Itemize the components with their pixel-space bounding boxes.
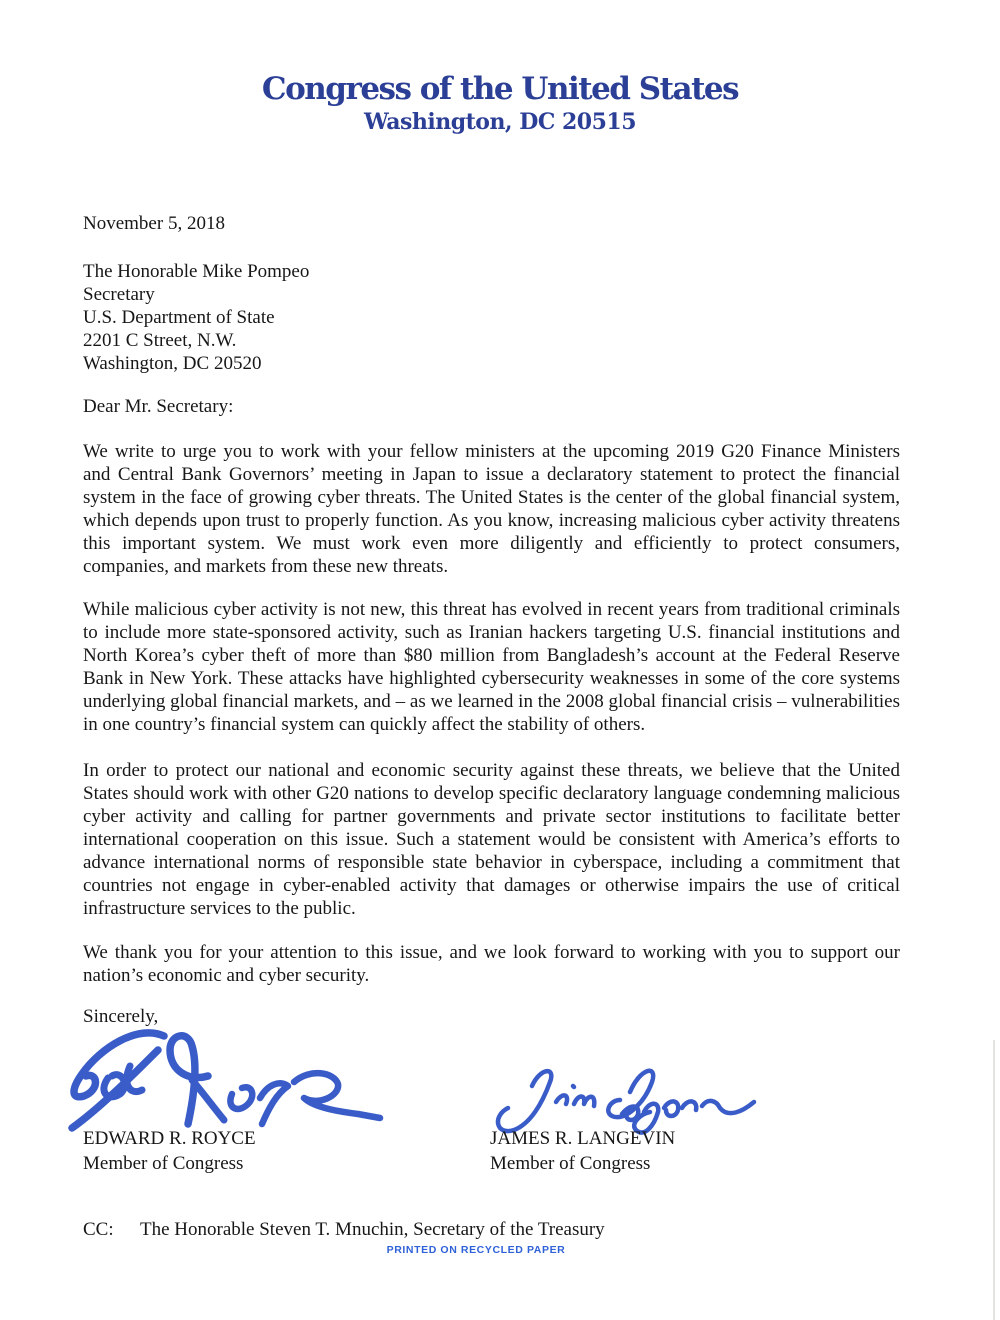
letterhead <box>0 72 1000 135</box>
body-line: North Korea’s cyber theft of more than $80 million from Bangladesh’s account at the Federal Reserve <box>83 645 900 666</box>
recipient-address <box>83 260 900 375</box>
cc-text: The Honorable Steven T. Mnuchin, Secretary of the Treasury <box>140 1219 605 1240</box>
body-paragraph <box>83 440 900 578</box>
body-line: We write to urge you to work with your fellow ministers at the upcoming 2019 G20 Finance Ministers <box>83 441 900 462</box>
body-paragraph <box>83 598 900 736</box>
body-paragraph <box>83 759 900 920</box>
body-line: advance international norms of responsible state behavior in cyberspace, including a commitment that <box>83 852 900 873</box>
body-line: underlying global financial markets, and – as we learned in the 2008 global financial crisis – vulnerabilities <box>83 691 900 712</box>
signer-title: Member of Congress <box>490 1153 651 1174</box>
body-line: and Central Bank Governors’ meeting in Japan to issue a declaratory statement to protect the financial <box>83 464 900 485</box>
body-line: Bank in New York. These attacks have highlighted cybersecurity weaknesses in some of the core systems <box>83 668 900 689</box>
edward-royce-signature <box>42 1018 387 1136</box>
body-line: cyber activity and calling for partner governments and private sector institutions to facilitate better <box>83 806 900 827</box>
salutation: Dear Mr. Secretary: <box>83 396 234 417</box>
body-line: this important system. We must work even more diligently and efficiently to protect consumers, <box>83 533 900 554</box>
closing: Sincerely, <box>83 1006 159 1027</box>
scan-edge-artifact <box>993 1040 995 1320</box>
signer-name: JAMES R. LANGEVIN <box>490 1128 676 1149</box>
body-line: which depends upon trust to properly function. As you know, increasing malicious cyber activity threatens <box>83 510 900 531</box>
body-line: In order to protect our national and economic security against these threats, we believe that the United <box>83 760 900 781</box>
recipient-address-line: Washington, DC 20520 <box>83 353 262 374</box>
cc-label: CC: <box>83 1219 114 1240</box>
signer-title: Member of Congress <box>83 1153 244 1174</box>
letterhead-subtitle: Washington, DC 20515 <box>363 109 637 135</box>
signer-name: EDWARD R. ROYCE <box>83 1128 256 1149</box>
recipient-address-line: Secretary <box>83 284 155 305</box>
body-line: companies, and markets from these new threats. <box>83 556 449 577</box>
letter-date: November 5, 2018 <box>83 213 225 234</box>
body-line: to include more state-sponsored activity, such as Iranian hackers targeting U.S. financial institutions and <box>83 622 900 643</box>
body-line: infrastructure services to the public. <box>83 898 356 919</box>
body-line: international cooperation on this issue. Such a statement would be consistent with America’s efforts to <box>83 829 900 850</box>
letterhead-title: Congress of the United States <box>261 71 739 107</box>
body-line: system in the face of growing cyber threats. The United States is the center of the global financial system, <box>83 487 900 508</box>
body-line: States should work with other G20 nations to develop specific declaratory language condemning malicious <box>83 783 900 804</box>
cc-line <box>83 1218 900 1241</box>
recipient-address-line: The Honorable Mike Pompeo <box>83 261 310 282</box>
body-line: in one country’s financial system can quickly affect the stability of others. <box>83 714 646 735</box>
recipient-address-line: U.S. Department of State <box>83 307 275 328</box>
body-line: nation’s economic and cyber security. <box>83 965 370 986</box>
body-paragraph <box>83 941 900 987</box>
body-line: countries not engage in cyber-enabled activity that damages or otherwise impairs the use of critical <box>83 875 900 896</box>
body-line: While malicious cyber activity is not new, this threat has evolved in recent years from traditional criminals <box>83 599 900 620</box>
recycled-paper-note: PRINTED ON RECYCLED PAPER <box>386 1244 566 1256</box>
recipient-address-line: 2201 C Street, N.W. <box>83 330 237 351</box>
body-line: We thank you for your attention to this issue, and we look forward to working with you to support our <box>83 942 900 963</box>
